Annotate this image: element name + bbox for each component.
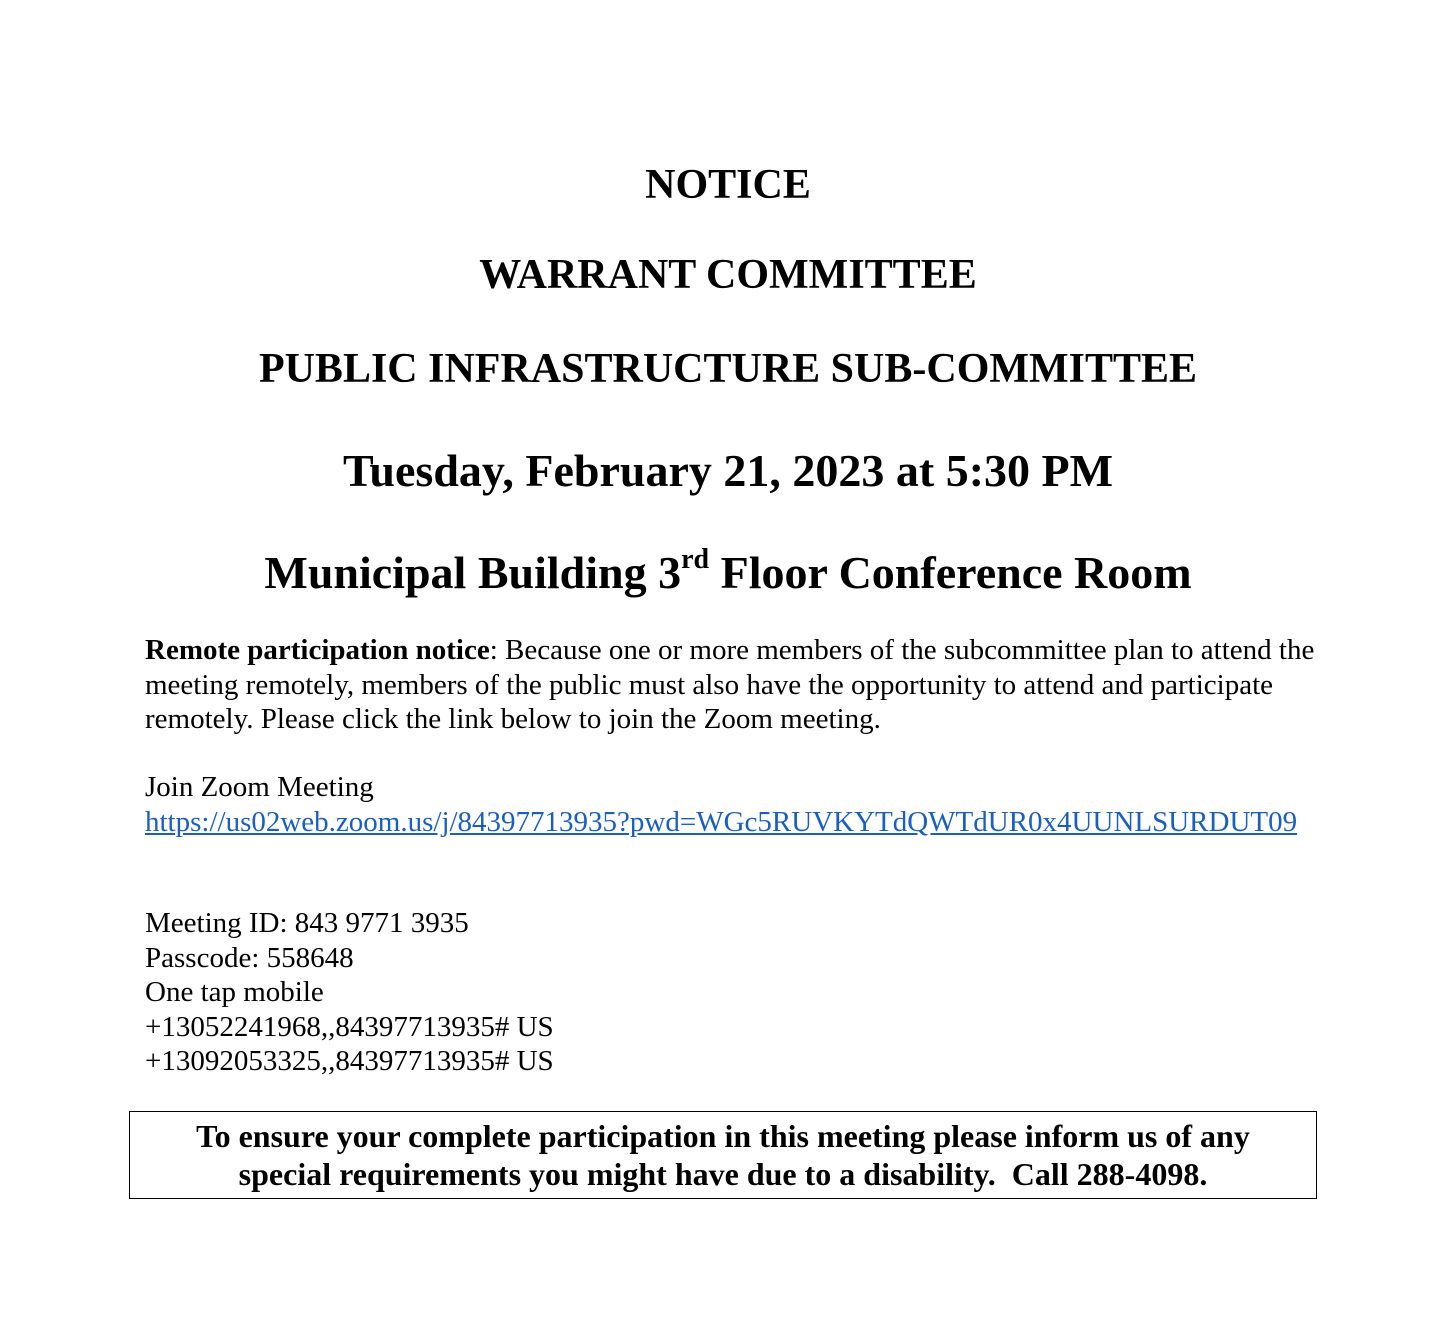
zoom-join-section xyxy=(145,770,1315,839)
location-suffix: Floor Conference Room xyxy=(709,547,1192,598)
accessibility-notice-box xyxy=(129,1111,1317,1199)
join-zoom-label: Join Zoom Meeting xyxy=(145,771,374,803)
phone-number-2: +13092053325,,84397713935# US xyxy=(145,1045,554,1077)
location-ordinal-suffix: rd xyxy=(681,543,710,575)
passcode: Passcode: 558648 xyxy=(145,941,354,974)
meeting-date-heading: Tuesday, February 21, 2023 at 5:30 PM xyxy=(342,445,1114,496)
meeting-id: Meeting ID: 843 9771 3935 xyxy=(145,907,469,939)
phone-number-1: +13052241968,,84397713935# US xyxy=(145,1010,554,1043)
remote-participation-label: Remote participation notice xyxy=(145,634,490,666)
zoom-meeting-link[interactable]: https://us02web.zoom.us/j/84397713935?pwd=WGc5RUVKYTdQWTdUR0x4UUNLSURDUT09 xyxy=(145,805,1298,838)
remote-participation-paragraph xyxy=(145,633,1315,737)
remote-participation-text: : Because one or more members of the subcommittee plan to attend the meeting remotely, members of the public must also have the opportunity to attend and participate remotely. Please click the link below to join the Zoom meeting. xyxy=(145,634,1315,735)
location-prefix: Municipal Building 3 xyxy=(264,547,682,598)
meeting-details xyxy=(145,906,1315,1079)
meeting-location-heading xyxy=(0,543,1456,600)
notice-heading: NOTICE xyxy=(645,162,811,208)
committee-heading: WARRANT COMMITTEE xyxy=(479,252,977,298)
one-tap-mobile-label: One tap mobile xyxy=(145,976,324,1008)
accessibility-notice-line-2: special requirements you might have due to a disability. Call 288-4098. xyxy=(238,1156,1208,1192)
subcommittee-heading: PUBLIC INFRASTRUCTURE SUB-COMMITTEE xyxy=(258,346,1198,392)
accessibility-notice-line-1: To ensure your complete participation in this meeting please inform us of any xyxy=(196,1118,1250,1154)
